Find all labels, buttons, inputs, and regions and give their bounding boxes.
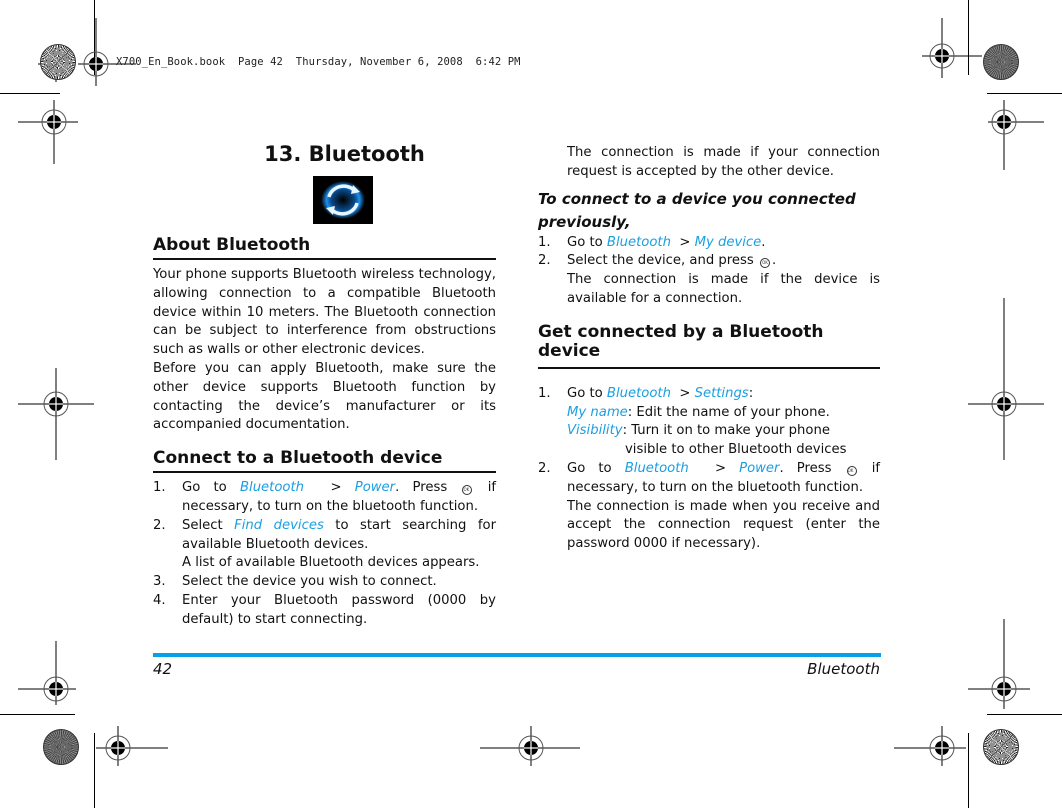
step-text: Select the device you wish to connect. [182, 574, 437, 590]
footer-chapter-name: Bluetooth [807, 660, 880, 678]
registration-target-icon [894, 730, 966, 780]
list-item [153, 517, 496, 555]
subheading-previous: To connect to a device you connected previously, [538, 189, 856, 231]
about-paragraph: Before you can apply Bluetooth, make sure the other device supports Bluetooth function by contacting the device’s manufacturer or its accompanied documentation. [153, 360, 496, 433]
registration-target-icon [968, 655, 1040, 715]
step-text: if necessary, to turn on the bluetooth function. [567, 460, 880, 495]
step-text: Go to [182, 480, 240, 496]
section-heading-connect: Connect to a Bluetooth device [153, 449, 496, 473]
option-label: My name [567, 404, 628, 420]
registration-target-icon [480, 730, 580, 780]
step-number: 2. [153, 517, 166, 533]
section-heading-about: About Bluetooth [153, 236, 496, 260]
step-number: 2. [538, 460, 551, 476]
menu-path-settings: Settings [694, 385, 749, 401]
step-text: . [771, 253, 777, 269]
star-target-icon [40, 44, 76, 80]
menu-path-power: Power [354, 480, 396, 496]
step-number: 1. [153, 480, 166, 496]
step-text: Enter your Bluetooth password (0000 by default) to start connecting. [182, 592, 496, 627]
step-text: Select the device, and press [567, 253, 754, 269]
step-note: The connection is made when you receive and accept the connection request (enter the password 0000 if necessary). [567, 498, 880, 552]
star-target-icon [983, 44, 1019, 80]
menu-path-bluetooth: Bluetooth [624, 460, 689, 476]
option-visibility [538, 422, 880, 441]
step-text: to start searching for available Bluetooth devices. [182, 517, 497, 552]
registration-target-icon [18, 368, 90, 448]
option-text-continued: visible to other Bluetooth devices [625, 442, 847, 458]
list-item [153, 573, 496, 592]
step-text: . [761, 234, 766, 250]
registration-target-icon [968, 368, 1048, 448]
list-item [538, 252, 880, 271]
star-target-icon [983, 729, 1019, 765]
footer-rule [153, 653, 881, 657]
step-text: Go to [567, 234, 607, 250]
left-column [153, 140, 496, 630]
option-my-name [538, 404, 880, 423]
crop-line [968, 733, 969, 808]
step-text: : [748, 385, 754, 401]
step-note: The connection is made if the device is available for a connection. [567, 272, 880, 306]
option-text: : Edit the name of your phone. [627, 404, 830, 420]
menu-path-power: Power [739, 460, 780, 476]
step-text: Go to [567, 385, 607, 401]
menu-path-my-device: My device [694, 234, 762, 250]
about-paragraph: Your phone supports Bluetooth wireless technology, allowing connection to a compatible Bluetooth device within 10 meters. The Bluetooth connection can be subject to interference from obstructions such as walls or other electronic devices. [153, 267, 496, 358]
print-slug: X700_En_Book.book Page 42 Thursday, November 6, 2008 6:42 PM [116, 56, 521, 68]
menu-path-bluetooth: Bluetooth [239, 480, 305, 496]
step-number: 2. [538, 253, 551, 269]
option-text: : Turn it on to make your phone [622, 423, 830, 439]
right-column [538, 144, 880, 554]
star-target-icon [43, 729, 79, 765]
list-item [153, 592, 496, 630]
step-text: . Press [395, 480, 448, 496]
crop-line [94, 733, 95, 808]
step-text: Select [182, 517, 235, 533]
chapter-title: 13. Bluetooth [264, 142, 425, 166]
ok-key-icon: OK [462, 485, 472, 495]
list-item [153, 479, 496, 517]
menu-path-bluetooth: Bluetooth [606, 385, 671, 401]
crop-line [987, 93, 1062, 94]
step-text: > [304, 480, 355, 496]
menu-path-find-devices: Find devices [234, 517, 324, 533]
step-number: 1. [538, 385, 551, 401]
step-text: > [670, 234, 695, 250]
page-number: 42 [153, 660, 173, 678]
registration-target-icon [18, 104, 90, 164]
step-number: 1. [538, 234, 551, 250]
step-text: if necessary, to turn on the bluetooth function. [182, 480, 496, 514]
step-number: 3. [153, 574, 166, 590]
step-text: Go to [567, 460, 625, 476]
connect-result: The connection is made if your connection request is accepted by the other device. [567, 145, 880, 179]
list-item [538, 385, 880, 404]
step-note: A list of available Bluetooth devices appears. [182, 555, 480, 571]
menu-path-bluetooth: Bluetooth [606, 234, 671, 250]
registration-target-icon [988, 104, 1048, 174]
registration-target-icon [96, 730, 168, 780]
list-item [538, 234, 880, 253]
step-text: . Press [779, 460, 832, 476]
registration-target-icon [18, 655, 90, 715]
step-number: 4. [153, 592, 166, 608]
ok-key-icon: OK [760, 258, 770, 268]
step-text: > [670, 385, 695, 401]
section-heading-get-connected: Get connected by a Bluetooth device [538, 323, 880, 369]
bluetooth-sync-icon [313, 176, 373, 224]
option-label: Visibility [567, 423, 623, 439]
ok-key-icon: OK [847, 466, 857, 476]
list-item [538, 460, 880, 498]
step-text: > [688, 460, 740, 476]
crop-line [0, 93, 60, 94]
